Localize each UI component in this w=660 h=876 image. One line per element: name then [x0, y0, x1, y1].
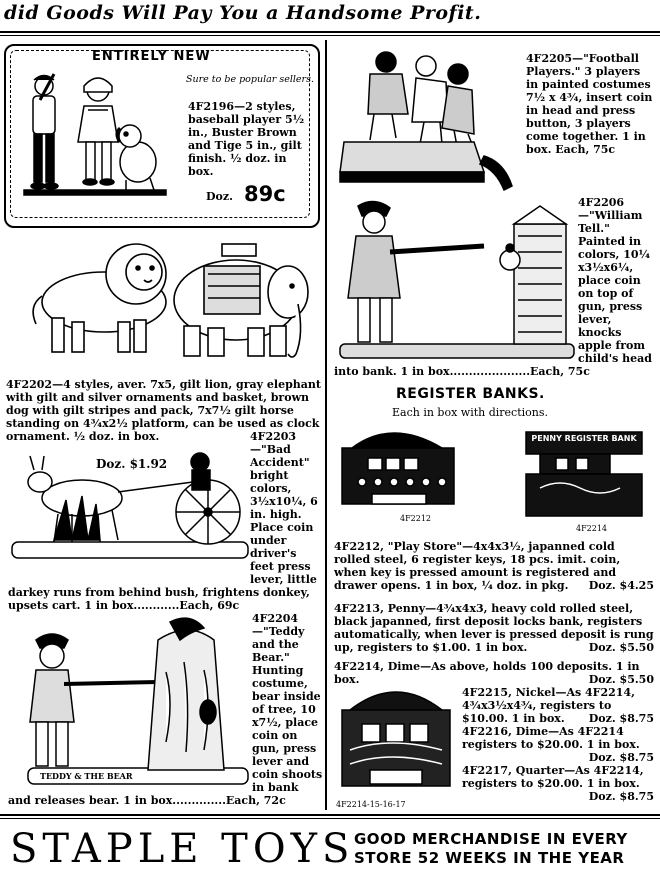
item-4f2217-text: 4F2217, Quarter—As 4F2214, registers to $20.00. 1 in box. [462, 764, 644, 790]
penny-register-sign: PENNY REGISTER BANK [531, 434, 637, 443]
footer-rule-thin [0, 818, 660, 819]
item-4f2213-description [334, 602, 654, 654]
text-wrap-spacer [330, 52, 526, 192]
register-banks-subtitle: Each in box with directions. [392, 406, 549, 419]
text-wrap-spacer [8, 430, 250, 576]
entirely-new-tagline: Sure to be popular sellers. [186, 74, 314, 85]
item-4f2217-price: Doz. $8.75 [588, 790, 654, 803]
text-wrap-spacer [8, 612, 252, 794]
footer-slogan [354, 830, 654, 868]
register-banks-title: REGISTER BANKS. [396, 386, 545, 402]
item-4f2202-price: Doz. $1.92 [96, 457, 168, 471]
item-4f2214-text: 4F2214, Dime—As above, holds 100 deposits. 1 in box. [334, 660, 640, 686]
item-4f2212-description [334, 540, 654, 592]
item-4f2213-price: Doz. $5.50 [588, 641, 654, 654]
text-wrap-spacer [334, 686, 462, 826]
item-4f2205-description [330, 52, 656, 192]
header-rule [0, 31, 660, 33]
item-4f2206-text: 4F2206—"William Tell." Painted in colors, 10¼ x3½x6¼, place coin on top of gun, press lever, knocks apple from child's head into bank. 1 in box.....................Each, 75c [334, 196, 652, 378]
item-4f2196-description: 4F2196—2 styles, baseball player 5½ in., Buster Brown and Tige 5 in., gilt finish. ½ doz. in box. [188, 100, 305, 178]
lion-elephant-illustration [26, 230, 316, 370]
item-4f2204-text: 4F2204—"Teddy and the Bear." Hunting costume, bear inside of tree, 10 x7½, place coin on gun, press lever and coin shoots in bank and releases bear. 1 in box..............Each, 72c [8, 612, 323, 807]
footer-rule [0, 814, 660, 816]
item-4f2214-description [334, 660, 654, 686]
item-4f2213-text: 4F2213, Penny—4¾x4x3, heavy cold rolled steel, black japanned, first deposit locks bank, registers automatically, when lever is pressed deposit is rung up, registers to $1.00. 1 in box. [334, 602, 654, 654]
teddy-bear-plaque-label: TEDDY & THE BEAR [40, 771, 133, 781]
item-4f2203-text: 4F2203—"Bad Accident" bright colors, 3½x10¼, 6 in. high. Place coin under driver's feet press lever, little darkey runs from behind bush, frightens donkey, upsets cart. 1 in box............Each, 69c [8, 430, 318, 612]
doz-label: Doz. [206, 190, 233, 203]
play-store-register-illustration [332, 418, 464, 518]
dime-register-caption: 4F2214-15-16-17 [336, 800, 406, 809]
column-divider [325, 40, 327, 810]
footer-slogan-line2: STORE 52 WEEKS IN THE YEAR [354, 849, 625, 867]
item-4f2214-price: Doz. $5.50 [588, 673, 654, 686]
play-store-caption: 4F2212 [400, 514, 431, 523]
item-4f2202-description: 4F2202—4 styles, aver. 7x5, gilt lion, gray elephant with gilt and silver ornaments and basket, brown dog with gilt stripes and pack, 7x7½ gilt horse standing on 4¾x2½ platform, can be used as clock ornament. ½ doz. in box. [6, 378, 321, 443]
item-4f2215-price: Doz. $8.75 [588, 712, 654, 725]
header-rule-thin [0, 35, 660, 36]
baseball-buster-brown-illustration [16, 66, 176, 212]
item-4f2216-text: 4F2216, Dime—As 4F2214 registers to $20.00. 1 in box. [462, 725, 640, 751]
item-4f2204-description [8, 612, 324, 812]
footer-slogan-line1: GOOD MERCHANDISE IN EVERY [354, 830, 628, 848]
item-4f2212-text: 4F2212, "Play Store"—4x4x3½, japanned cold rolled steel, 6 register keys, 18 pcs. imit. coin, when key is pressed amount is registered and drawer opens. 1 in box, ¼ doz. in pkg. [334, 540, 621, 592]
item-4f2215-text: 4F2215, Nickel—As 4F2214, 4¾x3½x4¾, registers to $10.00. 1 in box. [462, 686, 635, 725]
item-4f2216-price: Doz. $8.75 [588, 751, 654, 764]
item-4f2196-price: 89c [244, 182, 286, 206]
footer-title: STAPLE TOYS [10, 826, 355, 872]
register-items-list [334, 660, 654, 810]
text-wrap-spacer [334, 196, 578, 364]
item-4f2203-description [8, 430, 324, 612]
entirely-new-badge: ENTIRELY NEW [92, 49, 211, 64]
page-headline: did Goods Will Pay You a Handsome Profit. [4, 2, 482, 24]
item-4f2212-price: Doz. $4.25 [588, 579, 654, 592]
penny-register-caption: 4F2214 [576, 524, 607, 533]
item-4f2206-description [334, 196, 656, 386]
item-4f2205-text: 4F2205—"Football Players." 3 players in painted costumes 7½ x 4¾, insert coin in head and press button, 3 players come together. 1 in box. Each, 75c [526, 52, 653, 156]
